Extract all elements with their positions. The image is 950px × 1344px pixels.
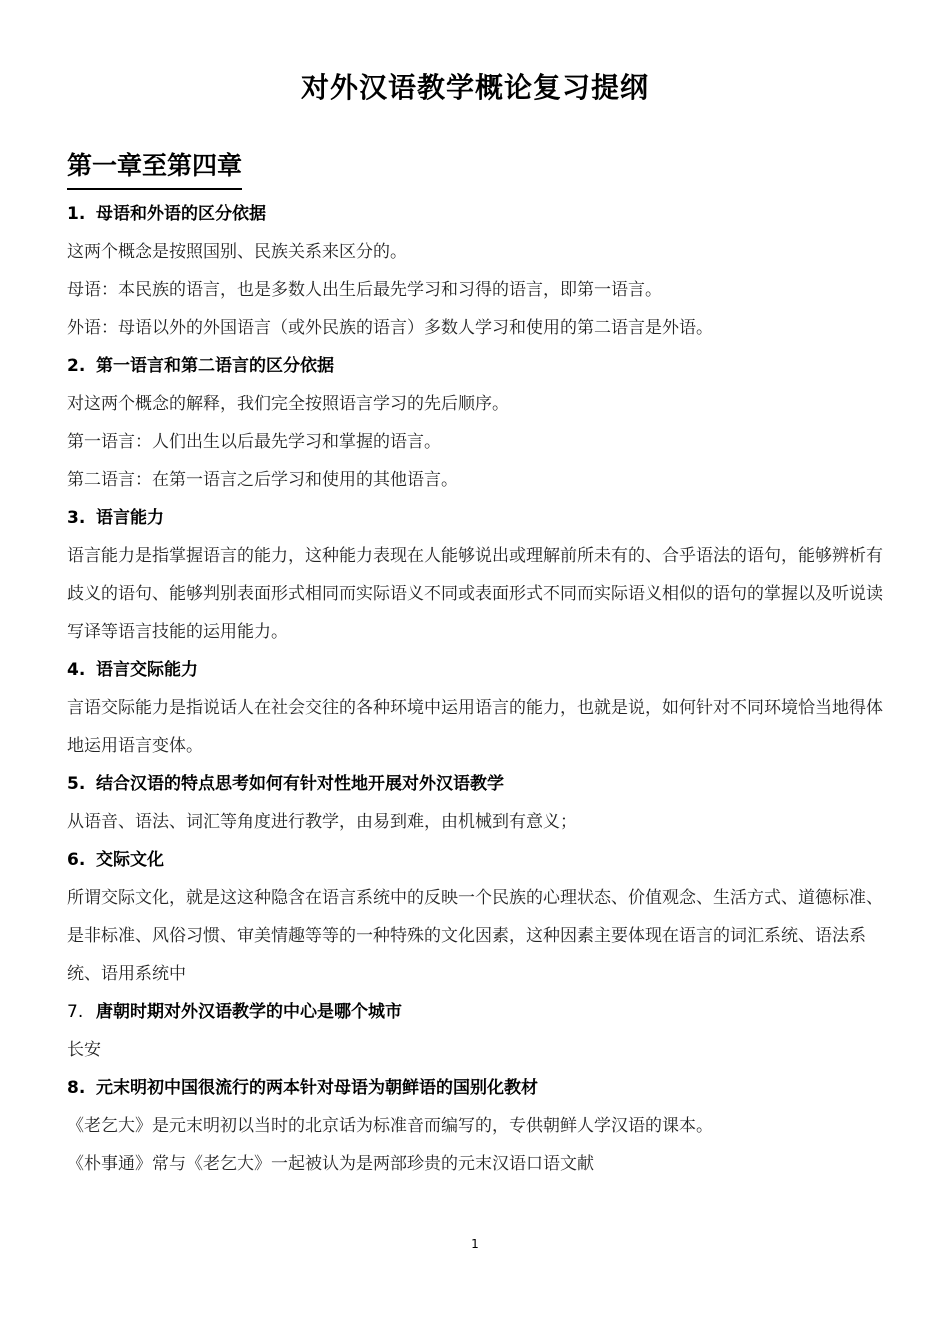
section-number: 7. bbox=[67, 1002, 84, 1022]
section-title: 唐朝时期对外汉语教学的中心是哪个城市 bbox=[96, 1002, 402, 1022]
section-heading-7 bbox=[67, 993, 887, 1031]
section-heading-4 bbox=[67, 651, 887, 689]
paragraph: 《老乞大》是元末明初以当时的北京话为标准音而编写的，专供朝鲜人学汉语的课本。 bbox=[67, 1116, 713, 1136]
paragraph: 言语交际能力是指说话人在社会交往的各种环境中运用语言的能力，也就是说，如何针对不同环境恰当地得体地运用语言变体。 bbox=[67, 698, 883, 756]
section-title: 语言交际能力 bbox=[96, 660, 198, 680]
section-title: 结合汉语的特点思考如何有针对性地开展对外汉语教学 bbox=[96, 774, 504, 794]
paragraph: 长安 bbox=[67, 1040, 101, 1060]
section-title: 元末明初中国很流行的两本针对母语为朝鲜语的国别化教材 bbox=[96, 1078, 538, 1098]
section-number: 8. bbox=[67, 1078, 86, 1098]
paragraph: 外语：母语以外的外国语言（或外民族的语言）多数人学习和使用的第二语言是外语。 bbox=[67, 318, 713, 338]
section-number: 1. bbox=[67, 204, 86, 224]
section-heading-8 bbox=[67, 1069, 887, 1107]
page-number: 1 bbox=[471, 1237, 479, 1251]
document-body bbox=[67, 195, 887, 1183]
paragraph: 《朴事通》常与《老乞大》一起被认为是两部珍贵的元末汉语口语文献 bbox=[67, 1154, 594, 1174]
paragraph: 对这两个概念的解释，我们完全按照语言学习的先后顺序。 bbox=[67, 394, 509, 414]
section-title: 母语和外语的区分依据 bbox=[96, 204, 266, 224]
section-number: 4. bbox=[67, 660, 86, 680]
section-heading-3 bbox=[67, 499, 887, 537]
section-heading-5 bbox=[67, 765, 887, 803]
document-title: 对外汉语教学概论复习提纲 bbox=[300, 71, 649, 104]
section-title: 交际文化 bbox=[96, 850, 164, 870]
section-title: 第一语言和第二语言的区分依据 bbox=[96, 356, 334, 376]
section-heading-6 bbox=[67, 841, 887, 879]
section-number: 3. bbox=[67, 508, 86, 528]
section-number: 6. bbox=[67, 850, 86, 870]
paragraph: 母语：本民族的语言，也是多数人出生后最先学习和习得的语言，即第一语言。 bbox=[67, 280, 662, 300]
paragraph: 语言能力是指掌握语言的能力，这种能力表现在人能够说出或理解前所未有的、合乎语法的语句，能够辨析有歧义的语句、能够判别表面形式相同而实际语义不同或表面形式不同而实际语义相似的语句的掌握以及听说读写译等语言技能的运用能力。 bbox=[67, 546, 883, 642]
paragraph: 从语音、语法、词汇等角度进行教学，由易到难，由机械到有意义； bbox=[67, 812, 577, 832]
paragraph: 第一语言：人们出生以后最先学习和掌握的语言。 bbox=[67, 432, 441, 452]
chapter-heading: 第一章至第四章 bbox=[67, 148, 242, 190]
paragraph: 所谓交际文化，就是这这种隐含在语言系统中的反映一个民族的心理状态、价值观念、生活方式、道德标准、是非标准、风俗习惯、审美情趣等等的一种特殊的文化因素，这种因素主要体现在语言的词汇系统、语法系统、语用系统中 bbox=[67, 888, 883, 984]
paragraph: 第二语言：在第一语言之后学习和使用的其他语言。 bbox=[67, 470, 458, 490]
section-number: 2. bbox=[67, 356, 86, 376]
section-heading-2 bbox=[67, 347, 887, 385]
section-heading-1 bbox=[67, 195, 887, 233]
paragraph: 这两个概念是按照国别、民族关系来区分的。 bbox=[67, 242, 407, 262]
section-title: 语言能力 bbox=[96, 508, 164, 528]
section-number: 5. bbox=[67, 774, 86, 794]
